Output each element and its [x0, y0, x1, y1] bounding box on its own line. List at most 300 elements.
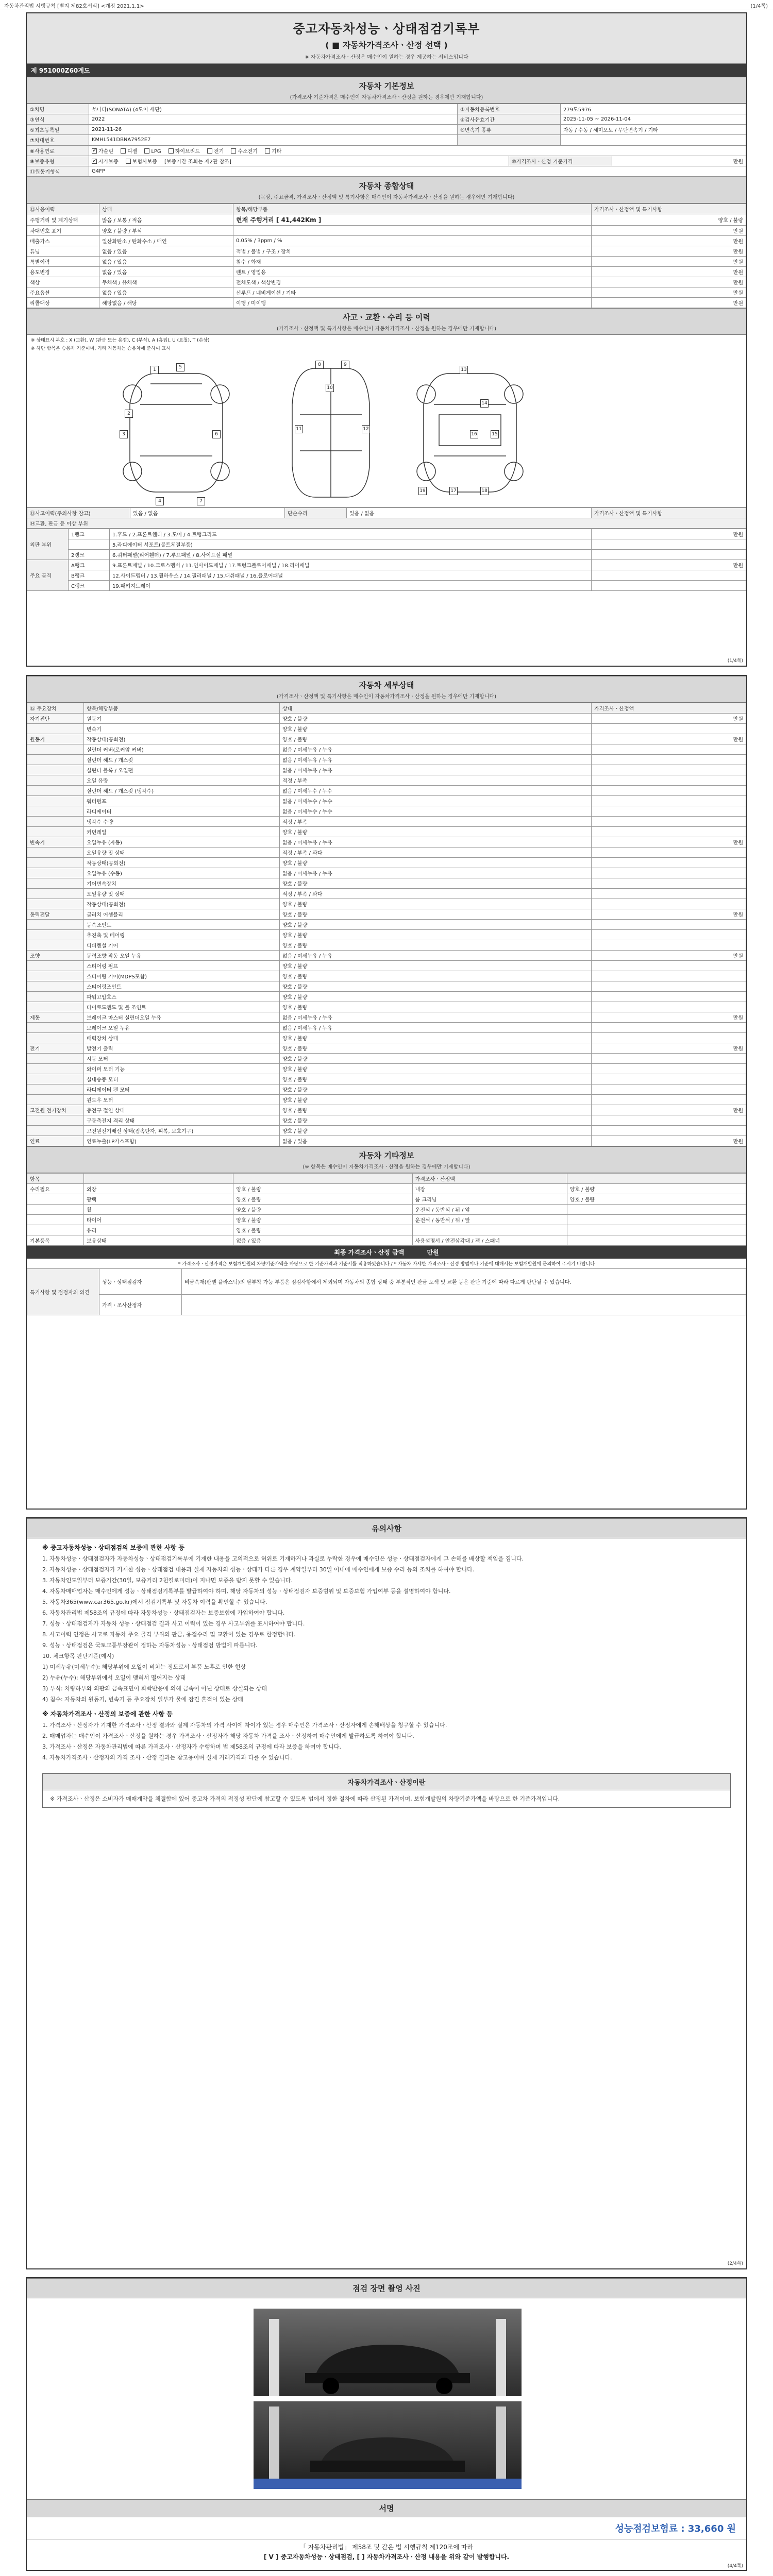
- part-marker: 11: [295, 425, 303, 433]
- cell: 라디에이터: [84, 806, 280, 817]
- cell: [592, 827, 746, 837]
- cell: [27, 755, 84, 765]
- cell: [27, 806, 84, 817]
- basic-info-extra: [27, 145, 746, 177]
- cell: [27, 775, 84, 786]
- notice-item: 7. 성능ㆍ상태점검자가 자동차 성능ㆍ상태점검 결과 사고 이력이 있는 경우 사고부위를 표시하여야 합니다.: [42, 1620, 305, 1627]
- checkbox-icon: [92, 148, 97, 154]
- detail-row: [27, 971, 746, 981]
- notice-item: 9. 성능ㆍ상태점검은 국토교통부장관이 정하는 자동차성능ㆍ상태점검 방법에 따릅니다.: [42, 1642, 258, 1649]
- part-marker: 19: [418, 487, 427, 495]
- other-row: [27, 1184, 746, 1194]
- cell: [27, 868, 84, 878]
- cell: 실린더 헤드 / 개스킷: [84, 755, 280, 765]
- col-usage: ⑫사용이력: [27, 204, 99, 214]
- cell: 차대번호 표기: [27, 226, 99, 236]
- detail-row: [27, 899, 746, 909]
- cell: [592, 1054, 746, 1064]
- detail-row: [27, 1105, 746, 1115]
- cell: [592, 848, 746, 858]
- cell: 없음 / 있음: [99, 267, 233, 277]
- cell: 변속기: [27, 837, 84, 848]
- section-title: 자동차 종합상태: [359, 181, 414, 191]
- status-legend: ※ 상태표시 부호 : X (교환), W (판금 또는 용접), C (부식), A (흠집), U (요철), T (손상): [31, 338, 210, 343]
- cell: 배력장치 상태: [84, 1033, 280, 1043]
- special-notes-table: [27, 1268, 746, 1315]
- cell: 커먼레일: [84, 827, 280, 837]
- label-cell: [567, 1174, 746, 1184]
- fuel-option[interactable]: [265, 147, 281, 155]
- page-1: [26, 12, 747, 667]
- col-state: 상태: [99, 204, 233, 214]
- cell: 연료누출(LP가스포함): [84, 1136, 280, 1146]
- signature-title: 서명: [379, 2504, 394, 2513]
- cell: 양호 / 불량: [280, 1064, 592, 1074]
- label-cell: [84, 1174, 233, 1184]
- cell: [27, 1023, 84, 1033]
- cell: [592, 796, 746, 806]
- part-marker: 13: [460, 366, 468, 374]
- cell: [412, 1225, 567, 1235]
- cell: 양호 / 불량: [280, 940, 592, 951]
- basic-row: [27, 114, 746, 125]
- cell: [27, 1215, 84, 1225]
- detail-row: [27, 765, 746, 775]
- appraisal-box-text: ※ 가격조사ㆍ산정은 소비자가 매매계약을 체결함에 있어 중고차 가격의 적정성 판단에 참고할 수 있도록 법에서 정한 절차에 따라 산정된 가격이며, 보험개발원의 차량기준가액을 바탕으로 한 기준가격입니다.: [50, 1795, 560, 1802]
- rank-row: [27, 529, 746, 539]
- cell: 만원: [592, 277, 746, 287]
- cell: 만원: [592, 267, 746, 277]
- notice-item: 8. 사고이력 인정은 사고로 자동차 주요 골격 부위의 판금, 용접수리 및 교환이 있는 경우로 한정합니다.: [42, 1631, 296, 1638]
- cell: [27, 1194, 84, 1205]
- cell: 양호 / 불량: [567, 1194, 746, 1205]
- cell: [592, 806, 746, 817]
- rank-row: [27, 581, 746, 591]
- cell: [592, 581, 746, 591]
- cell: 라디에이터 팬 모터: [84, 1084, 280, 1095]
- cell: 실린더 헤드 / 개스킷 (냉각수): [84, 786, 280, 796]
- cell: [27, 827, 84, 837]
- cell: 양호 / 불량: [280, 909, 592, 920]
- car-lift-photo-svg: [254, 2309, 522, 2396]
- part-marker: 6: [212, 430, 221, 438]
- cell: 추진축 및 베어링: [84, 930, 280, 940]
- engine-type-label: ⑪원동기형식: [27, 166, 89, 177]
- cell: [27, 1126, 84, 1136]
- detail-row: [27, 755, 746, 765]
- cell: 휠: [84, 1205, 233, 1215]
- cell: [27, 817, 84, 827]
- cell: 9.프론트패널 / 10.크로스멤버 / 11.인사이드패널 / 17.트렁크플로어패널 / 18.리어패널: [110, 560, 592, 570]
- cell: 양호 / 불량: [280, 827, 592, 837]
- notice-item: 1) 미세누유(미세누수): 해당부위에 오일이 비치는 정도로서 부품 노후로 인한 현상: [42, 1664, 246, 1670]
- label-cell: [233, 1174, 412, 1184]
- cell: 해당없음 / 해당: [99, 298, 233, 308]
- cell: 양호 / 불량: [280, 1105, 592, 1115]
- label-cell: ③연식: [27, 114, 89, 125]
- document-note: ※ 자동차가격조사ㆍ산정은 매수인이 원하는 경우 제공하는 서비스입니다: [305, 55, 468, 60]
- simple-repair-label: 단순수리: [285, 508, 347, 518]
- section-title: 사고ㆍ교환ㆍ수리 등 이력: [343, 313, 430, 322]
- fuel-option[interactable]: [121, 147, 137, 155]
- inspection-fee: 성능점검보험료 : 33,660 원: [27, 2517, 746, 2539]
- cell: [592, 539, 746, 550]
- notice-title-bar: [27, 1518, 746, 1538]
- cell: 오일누유 (자동): [84, 837, 280, 848]
- inspection-photo-front: [254, 2309, 522, 2396]
- cell: 무채색 / 유채색: [99, 277, 233, 287]
- fuel-option[interactable]: [207, 147, 224, 155]
- notice-item: 4. 자동차가격조사ㆍ산정자의 가격 조사ㆍ산정 결과는 참고용이며 실제 거래가격과 다를 수 있습니다.: [42, 1754, 292, 1761]
- cell: [592, 940, 746, 951]
- label-cell: ⑥변속기 종류: [458, 125, 561, 135]
- notice-item: 4. 자동차매매업자는 매수인에게 성능ㆍ상태점검기록부를 발급하여야 하며, 해당 자동차의 성능ㆍ상태점검자 보증범위 및 보증보험 가입여부 등을 설명하여야 합니다.: [42, 1588, 451, 1595]
- cell: 적정 / 부족: [280, 817, 592, 827]
- warranty-option[interactable]: [126, 157, 157, 165]
- inspection-photo-rear: [254, 2401, 522, 2489]
- cell: 만원: [592, 246, 746, 257]
- part-marker: 16: [470, 430, 478, 438]
- cell: 양호 / 불량: [280, 961, 592, 971]
- cell: 작동상태(공회전): [84, 858, 280, 868]
- cell: [27, 744, 84, 755]
- label-cell: 항목: [27, 1174, 84, 1184]
- document-subtitle: ( ■ 자동차가격조사ㆍ산정 선택 ): [325, 40, 448, 50]
- notice-item: 5. 자동차365(www.car365.go.kr)에서 점검기록부 및 자동차 이력을 확인할 수 있습니다.: [42, 1599, 267, 1605]
- checkbox-icon: [169, 148, 174, 154]
- cell: 2025-11-05 ~ 2026-11-04: [561, 114, 746, 125]
- notice-heading-1: ※ 중고자동차성능ㆍ상태점검의 보증에 관한 사항 등: [42, 1544, 184, 1551]
- cell: [561, 135, 746, 145]
- cell: [592, 1115, 746, 1126]
- option-label: 전기: [213, 149, 224, 155]
- cell: 자동 / 수동 / 세미오토 / 무단변속기 / 기타: [561, 125, 746, 135]
- cell: 워터펌프: [84, 796, 280, 806]
- cell: 수리필요: [27, 1184, 84, 1194]
- col-price: 가격조사ㆍ산정액 및 특기사항: [592, 204, 746, 214]
- page-counter: (1/4쪽): [750, 4, 768, 9]
- overall-status-table: [27, 204, 746, 308]
- cell: 와이퍼 모터 기능: [84, 1064, 280, 1074]
- engine-type-value: G4FP: [89, 166, 746, 177]
- notice-item: 4) 침수: 자동차의 원동기, 변속기 등 주요장치 일부가 물에 잠긴 흔적이 있는 상태: [42, 1696, 243, 1703]
- cell: [592, 878, 746, 889]
- cell: [592, 930, 746, 940]
- final-price-bar: [27, 1246, 746, 1259]
- notice-item: 3. 가격조사ㆍ산정은 자동차관리법에 따른 가격조사ㆍ산정자가 수행하며 법 제58조의 규정에 따라 보증을 하여야 합니다.: [42, 1743, 341, 1750]
- cell: 디퍼렌셜 기어: [84, 940, 280, 951]
- cell: 클러치 어셈블리: [84, 909, 280, 920]
- price-basis-label: ⑩가격조사ㆍ산정 기준가격: [509, 156, 612, 166]
- section-overall-status: [27, 177, 746, 204]
- detail-row: [27, 796, 746, 806]
- cell: A랭크: [69, 560, 110, 570]
- detail-row: [27, 806, 746, 817]
- cell: 1.후드 / 2.프론트휀더 / 3.도어 / 4.트렁크리드: [110, 529, 592, 539]
- cell: 타이어: [84, 1215, 233, 1225]
- cell: 없음 / 미세누수 / 누수: [280, 796, 592, 806]
- checkbox-icon: [121, 148, 126, 154]
- cell: [592, 550, 746, 560]
- cell: 일산화탄소 / 탄화수소 / 매연: [99, 236, 233, 246]
- status-row: [27, 236, 746, 246]
- rank-table: [27, 529, 746, 591]
- cell: [27, 786, 84, 796]
- page-4: [26, 2277, 747, 2571]
- cell: [27, 899, 84, 909]
- cell: 양호 / 불량 / 부식: [99, 226, 233, 236]
- cell: 제동: [27, 1012, 84, 1023]
- car-outline-svg: [27, 353, 746, 507]
- checkbox-icon: [144, 148, 149, 154]
- cell: 2022: [89, 114, 458, 125]
- notice-item: 10. 체크항목 판단기준(예시): [42, 1653, 114, 1659]
- cell: [27, 765, 84, 775]
- cell: 동력조향 작동 오일 누유: [84, 951, 280, 961]
- checkbox-icon: [207, 148, 212, 154]
- cell: [27, 1225, 84, 1235]
- photo-title: 점검 장면 촬영 사진: [352, 2284, 421, 2293]
- detail-row: [27, 981, 746, 992]
- other-row: [27, 1205, 746, 1215]
- cell: 연료: [27, 1136, 84, 1146]
- col-items: 항목/해당부품: [233, 204, 592, 214]
- appraiser-label: 가격ㆍ조사산정자: [99, 1295, 182, 1315]
- cell: 양호 / 불량: [280, 714, 592, 724]
- rank-row: [27, 570, 746, 581]
- fuel-option[interactable]: [231, 147, 258, 155]
- part-marker: 10: [326, 384, 334, 392]
- cell: 양호 / 불량: [280, 1084, 592, 1095]
- issue-statement-2: [ V ] 중고자동차성능ㆍ상태점검, [ ] 자동차가격조사ㆍ산정 내용을 위와 같이 발행합니다.: [263, 2553, 510, 2561]
- cell: 양호 / 불량: [280, 899, 592, 909]
- cell: 양호 / 불량: [233, 1225, 412, 1235]
- cell: [27, 1054, 84, 1064]
- detail-row: [27, 992, 746, 1002]
- basic-row: [27, 104, 746, 114]
- detail-row: [27, 1002, 746, 1012]
- cell: [27, 1205, 84, 1215]
- cell: KMHL541DBNA7952E7: [89, 135, 458, 145]
- inspector-label: 성능ㆍ상태점검자: [99, 1269, 182, 1295]
- detail-row: [27, 1136, 746, 1146]
- detail-row: [27, 1074, 746, 1084]
- cell: 양호 / 불량: [280, 992, 592, 1002]
- cell: [69, 539, 110, 550]
- cell: [27, 889, 84, 899]
- cell: 만원: [592, 257, 746, 267]
- cell: [592, 961, 746, 971]
- part-marker: 3: [120, 430, 128, 438]
- cell: [592, 755, 746, 765]
- cell: 색상: [27, 277, 99, 287]
- cell: 원동기: [27, 734, 84, 744]
- cell: 5.라디에이터 서포트(볼트체결부품): [110, 539, 592, 550]
- cell: 등속조인트: [84, 920, 280, 930]
- fuel-option[interactable]: [92, 147, 113, 155]
- detail-row: [27, 786, 746, 796]
- part-marker: 14: [480, 399, 489, 408]
- status-row: [27, 257, 746, 267]
- part-marker: 7: [197, 497, 205, 505]
- notice-item: 3) 부식: 차량하부와 외판의 금속표면이 화학반응에 의해 금속이 아닌 상태로 상실되는 상태: [42, 1685, 267, 1692]
- basic-info-table: [27, 104, 746, 145]
- cell: 6.쿼터패널(리어휀더) / 7.루프패널 / 8.사이드실 패널: [110, 550, 592, 560]
- document-title: 중고자동차성능ㆍ상태점검기록부: [293, 22, 480, 36]
- rank-row: [27, 550, 746, 560]
- cell: 적법 / 불법 / 구조 / 장치: [233, 246, 592, 257]
- detail-row: [27, 724, 746, 734]
- cell: 양호 / 불량: [280, 920, 592, 930]
- notice-item: 2. 매매업자는 매수인이 가격조사ㆍ산정을 원하는 경우 가격조사ㆍ산정자가 해당 자동차 가격을 조사ㆍ산정하여 매수인에게 발급하도록 하여야 합니다.: [42, 1733, 414, 1739]
- cell: 동력전달: [27, 909, 84, 920]
- cell: 스티어링조인트: [84, 981, 280, 992]
- checkbox-icon: [126, 159, 131, 164]
- other-row: [27, 1225, 746, 1235]
- cell: 이행 / 미이행: [233, 298, 592, 308]
- detail-row: [27, 1043, 746, 1054]
- warranty-options: [89, 156, 509, 166]
- cell: 외장: [84, 1184, 233, 1194]
- cell: 룸 크리닝: [412, 1194, 567, 1205]
- cell: [592, 724, 746, 734]
- detail-row: [27, 734, 746, 744]
- basic-row: [27, 125, 746, 135]
- detail-row: [27, 775, 746, 786]
- cell: 실내송풍 모터: [84, 1074, 280, 1084]
- cell: [592, 570, 746, 581]
- cell: 만원: [592, 298, 746, 308]
- cell: 없음 / 있음: [233, 1235, 412, 1246]
- notice-list-2: [27, 1720, 746, 1763]
- cell: 양호 / 불량: [233, 1205, 412, 1215]
- col-part: 항목/해당부품: [84, 703, 280, 714]
- cell: 유리: [84, 1225, 233, 1235]
- notice-item: 1. 자동차성능ㆍ상태점검자가 자동차성능ㆍ상태점검기록부에 기재한 내용을 고의적으로 허위로 기재하거나 과실로 누락한 경우에 매수인은 성능ㆍ상태점검자에게 그 손해를 배상할 책임을 집니다.: [42, 1555, 524, 1562]
- label-cell: ④검사유효기간: [458, 114, 561, 125]
- notice-item: 3. 자동차인도일부터 보증기간(30일, 보증거리 2천킬로미터)이 지나면 보증을 받지 못할 수 있습니다.: [42, 1577, 293, 1584]
- cell: 특별이력: [27, 257, 99, 267]
- detail-row: [27, 940, 746, 951]
- cell: 리콜대상: [27, 298, 99, 308]
- cell: [27, 858, 84, 868]
- cell: 광택: [84, 1194, 233, 1205]
- detail-row: [27, 744, 746, 755]
- cell: 양호 / 불량: [280, 1115, 592, 1126]
- cell: 없음 / 미세누유 / 누유: [280, 837, 592, 848]
- cell: 양호 / 불량: [280, 930, 592, 940]
- notice-title: 유의사항: [372, 1524, 401, 1533]
- cell: 사용설명서 / 안전삼각대 / 잭 / 스패너: [412, 1235, 567, 1246]
- cell: 없음 / 미세누수 / 누수: [280, 786, 592, 796]
- issue-statement-1: 「 자동차관리법」 제58조 및 같은 법 시행규칙 제120조에 따라: [299, 2544, 474, 2551]
- simple-repair-value: 있음 / 없음: [347, 508, 592, 518]
- vehicle-diagram: [27, 353, 746, 507]
- page-footer: (1/4쪽): [727, 658, 743, 664]
- detail-row: [27, 878, 746, 889]
- cell: 보유상태: [84, 1235, 233, 1246]
- cell: 없음 / 있음: [99, 246, 233, 257]
- cell: [27, 848, 84, 858]
- option-label: 수소전기: [238, 149, 258, 155]
- accident-summary-table: [27, 507, 746, 529]
- frame-label: 주요 골격: [27, 560, 69, 591]
- cell: 적정 / 부족: [280, 775, 592, 786]
- status-legend-2: ※ 하단 항목은 승용차 기준이며, 기타 자동차는 승용차에 준하여 표시: [31, 346, 171, 351]
- section-detail-status: [27, 676, 746, 703]
- cell: [592, 971, 746, 981]
- section-title: 자동차 기타정보: [359, 1151, 414, 1160]
- label-cell: 가격조사ㆍ산정액: [412, 1174, 567, 1184]
- cell: 만원: [592, 1105, 746, 1115]
- cell: 양호 / 불량: [280, 1074, 592, 1084]
- cell: 없음 / 있음: [99, 287, 233, 298]
- notice-item: 2. 자동차성능ㆍ상태점검자가 기재한 성능ㆍ상태점검 내용과 실제 자동차의 성능ㆍ상태가 다른 경우 계약일부터 30일 이내에 매수인에게 보증 수리 등의 조치를 하여야 합니다.: [42, 1566, 475, 1573]
- detail-row: [27, 1012, 746, 1023]
- cell: 윈도우 모터: [84, 1095, 280, 1105]
- notice-item: 6. 자동차관리법 제58조의 규정에 따라 자동차성능ㆍ상태점검자는 보증보험에 가입하여야 합니다.: [42, 1609, 285, 1616]
- detail-row: [27, 817, 746, 827]
- cell: [27, 796, 84, 806]
- detail-row: [27, 714, 746, 724]
- cell: 작동상태(공회전): [84, 734, 280, 744]
- label-cell: ⑤최초등록일: [27, 125, 89, 135]
- cell: [567, 1235, 746, 1246]
- page-footer: (2/4쪽): [727, 2261, 743, 2266]
- print-header: [0, 0, 773, 9]
- accident-value: 있음 / 없음: [130, 508, 285, 518]
- detail-row: [27, 1126, 746, 1136]
- mileage-label: 주행거리 및 계기상태: [27, 214, 99, 226]
- notice-list-1: [27, 1553, 746, 1705]
- section-title: 자동차 기본정보: [359, 81, 414, 91]
- cell: 쏘나타(SONATA) (4도어 세단): [89, 104, 458, 114]
- cell: 1랭크: [69, 529, 110, 539]
- section-subtitle: (※ 항목은 매수인이 자동차가격조사ㆍ산정을 원하는 경우에만 기재합니다): [303, 1164, 470, 1170]
- cell: [27, 724, 84, 734]
- cell: 변속기: [84, 724, 280, 734]
- cell: [592, 1126, 746, 1136]
- cell: 만원: [592, 951, 746, 961]
- label-cell: ②자동차등록번호: [458, 104, 561, 114]
- cell: [567, 1225, 746, 1235]
- cell: [592, 1084, 746, 1095]
- cell: 운전석 / 동반석 / 뒤 / 앞: [412, 1215, 567, 1225]
- cell: 양호 / 불량: [280, 981, 592, 992]
- cell: 없음 / 미세누유 / 누유: [280, 765, 592, 775]
- option-label: 기타: [271, 149, 282, 155]
- cell: [27, 920, 84, 930]
- cell: 침수 / 화재: [233, 257, 592, 267]
- label-cell: ⑦차대번호: [27, 135, 89, 145]
- status-row: [27, 246, 746, 257]
- cell: 만원: [592, 837, 746, 848]
- fuel-option[interactable]: [144, 148, 161, 155]
- section-title: 자동차 세부상태: [359, 681, 414, 690]
- inspector-opinion: 비금속재(판넬 플라스틱)의 탈부착 가능 부품은 점검사항에서 제외되며 자동차의 종합 상태 중 부분적인 판금 도색 및 교환 등은 판단 기준에 따라 다르게 판단될 수 있습니다.: [182, 1269, 746, 1295]
- warranty-option[interactable]: [92, 157, 119, 165]
- cell: 만원: [592, 909, 746, 920]
- cell: [233, 226, 592, 236]
- status-row: [27, 226, 746, 236]
- fuel-option[interactable]: [169, 147, 200, 155]
- cell: 279도5976: [561, 104, 746, 114]
- cell: 없음 / 있음: [280, 1136, 592, 1146]
- checkbox-icon: [265, 148, 270, 154]
- section-accident-history: [27, 308, 746, 335]
- cell: 만원: [592, 236, 746, 246]
- cell: [592, 899, 746, 909]
